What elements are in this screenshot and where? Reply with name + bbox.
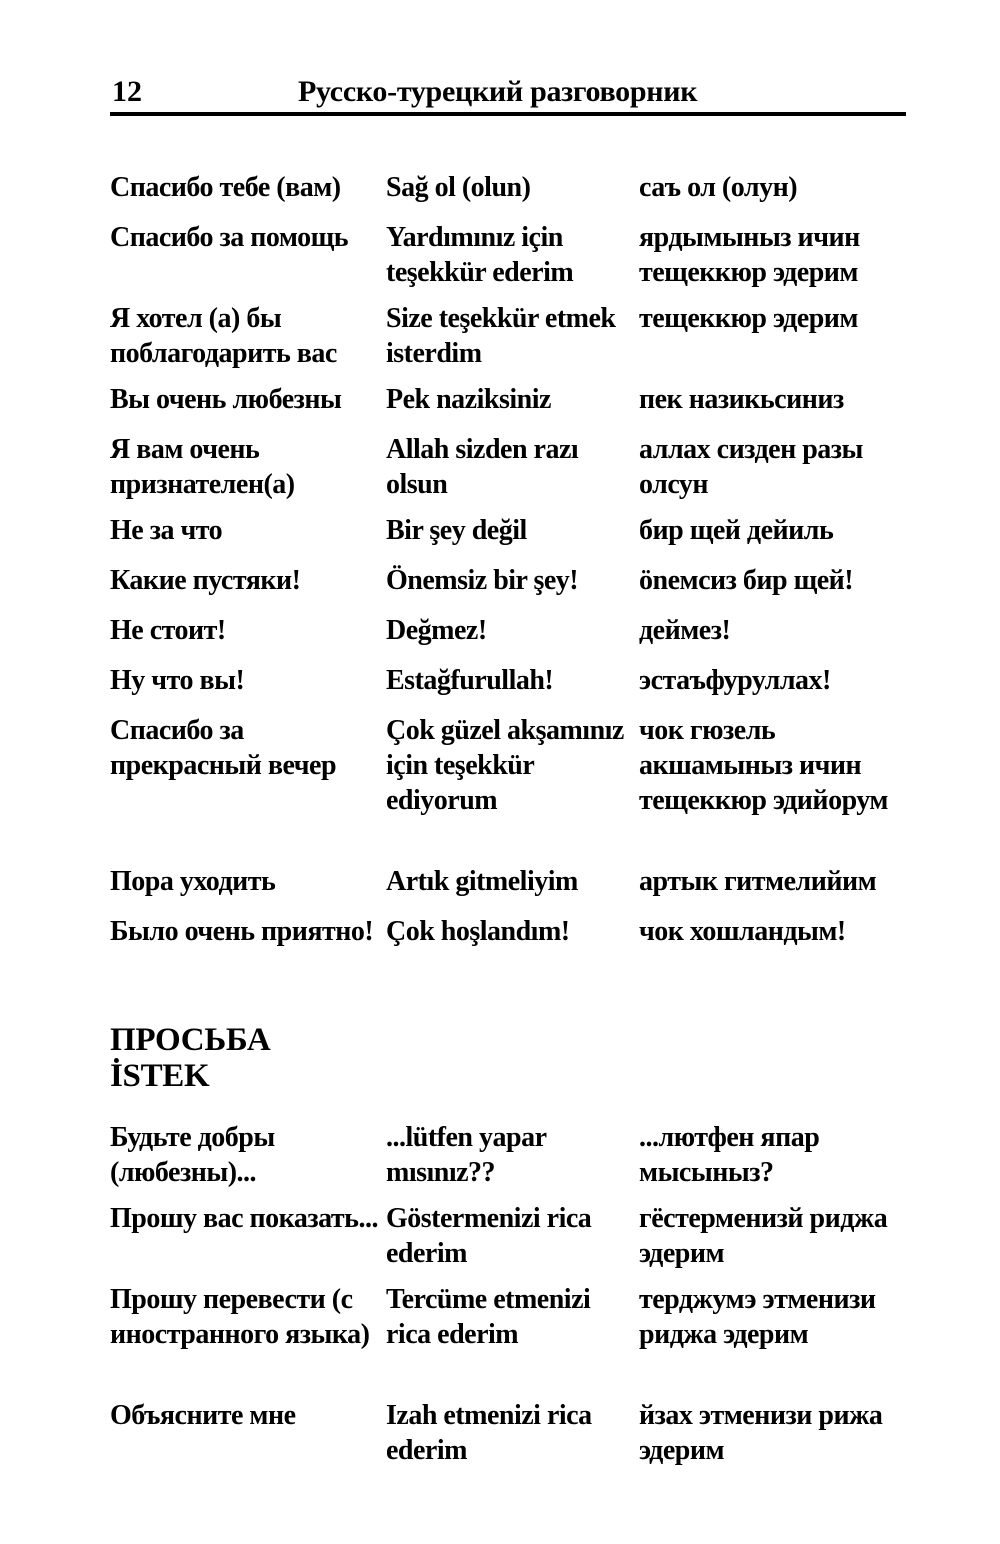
phrase-row [110,713,909,818]
russian-phrase: Я вам очень признателен(а) [110,434,295,500]
transliteration: гёстерменизй риджа эдерим [639,1203,888,1269]
section-heading-turkish: İSTEK [110,1058,210,1094]
turkish-phrase: Çok hoşlandım! [386,916,570,947]
transliteration: чок хошландым! [639,916,846,947]
russian-phrase: Было очень приятно! [110,916,374,947]
header-divider [110,112,906,116]
transliteration: бир щей дейиль [639,515,834,546]
russian-phrase: Не за что [110,515,223,546]
russian-phrase: Прошу вас показать... [110,1203,378,1234]
turkish-phrase: Allah sizden razı olsun [386,434,579,500]
russian-phrase: Какие пустяки! [110,565,301,596]
section-heading-russian: ПРОСЬБА [110,1022,271,1058]
turkish-phrase: Çok güzel akşamınız için teşekkür ediyorum [386,715,624,816]
transliteration: деймез! [639,615,731,646]
transliteration: саъ ол (олун) [639,172,798,203]
russian-phrase: Не стоит! [110,615,226,646]
phrase-row [110,663,909,698]
turkish-phrase: Değmez! [386,615,487,646]
transliteration: тещеккюр эдерим [639,303,859,334]
phrase-row [110,432,909,502]
transliteration: ярдымыныз ичин тещеккюр эдерим [639,222,860,288]
turkish-phrase: Sağ ol (olun) [386,172,531,203]
russian-phrase: Прошу перевести (с иностранного языка) [110,1284,370,1350]
russian-phrase: Объясните мне [110,1400,296,1431]
phrase-row [110,1398,909,1468]
turkish-phrase: Pek naziksiniz [386,384,551,415]
page-header [110,72,905,112]
turkish-phrase: Göstermenizi rica ederim [386,1203,592,1269]
phrase-row [110,513,909,548]
phrase-row [110,1120,909,1190]
phrase-row [110,563,909,598]
phrase-row [110,382,909,417]
phrase-row [110,613,909,648]
phrase-row [110,1282,909,1352]
phrase-row [110,301,909,371]
transliteration: йзах этменизи рижа эдерим [639,1400,883,1466]
russian-phrase: Спасибо тебе (вам) [110,172,341,203]
turkish-phrase: Tercüme etmenizi rica ederim [386,1284,591,1350]
transliteration: пек назикьсиниз [639,384,844,415]
running-title: Русско-турецкий разговорник [298,75,698,108]
phrase-row [110,1201,909,1271]
phrase-row [110,864,909,899]
transliteration: артык гитмелийим [639,866,877,897]
russian-phrase: Вы очень любезны [110,384,342,415]
russian-phrase: Спасибо за прекрасный вечер [110,715,337,781]
page-number: 12 [112,75,142,108]
turkish-phrase: Önemsiz bir şey! [386,565,579,596]
turkish-phrase: Size teşekkür etmek isterdim [386,303,616,369]
russian-phrase: Ну что вы! [110,665,245,696]
transliteration: чок гюзель акшамыныз ичин тещеккюр эдийорум [639,715,888,816]
transliteration: терджумэ этменизи риджа эдерим [639,1284,876,1350]
phrase-row [110,220,909,290]
transliteration: önемсиз бир щей! [639,565,854,596]
turkish-phrase: Estağfurullah! [386,665,554,696]
russian-phrase: Я хотел (а) бы поблагодарить вас [110,303,337,369]
turkish-phrase: Bir şey değil [386,515,527,546]
turkish-phrase: ...lütfen yapar mısınız?? [386,1122,546,1188]
transliteration: аллах сизден разы олсун [639,434,863,500]
turkish-phrase: Izah etmenizi rica ederim [386,1400,592,1466]
russian-phrase: Будьте добры (любезны)... [110,1122,275,1188]
turkish-phrase: Yardımınız için teşekkür ederim [386,222,574,288]
russian-phrase: Пора уходить [110,866,276,897]
transliteration: ...лютфен япар мысыныз? [639,1122,820,1188]
transliteration: эстаъфуруллах! [639,665,831,696]
russian-phrase: Спасибо за помощь [110,222,349,253]
turkish-phrase: Artık gitmeliyim [386,866,578,897]
phrase-row [110,914,909,949]
section-heading [110,1022,270,1094]
phrase-row [110,170,909,205]
